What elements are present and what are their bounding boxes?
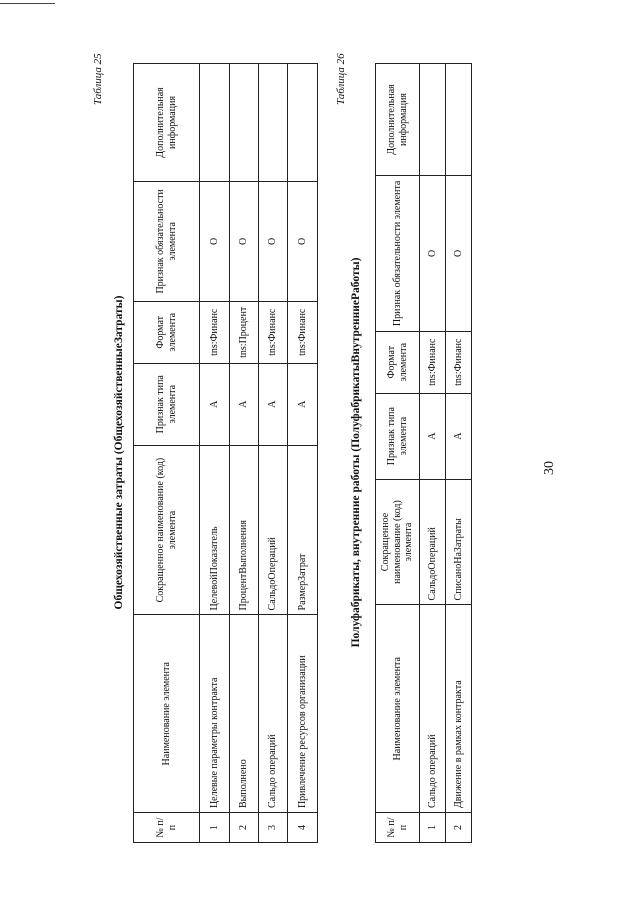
cell: Привлечение ресурсов организации: [288, 615, 318, 813]
cell: 3: [259, 813, 288, 843]
cell: [259, 64, 288, 182]
cell: [446, 64, 472, 176]
header-cell: Сокращенное наименование (код) элемента: [134, 445, 200, 615]
cell: РазмерЗатрат: [288, 445, 318, 615]
table-row: [420, 64, 446, 843]
header-cell: № п/п: [134, 813, 200, 843]
header-cell: Признак обязательности элемента: [134, 181, 200, 301]
header-cell: Формат элемента: [376, 331, 420, 393]
cell: 2: [446, 813, 472, 843]
header-cell: Признак обязательности элемента: [376, 175, 420, 331]
cell: А: [200, 363, 230, 445]
cell: ПроцентВыполнения: [230, 445, 259, 615]
cell: О: [288, 181, 318, 301]
cell: tns:Финанс: [259, 301, 288, 363]
cell: 4: [288, 813, 318, 843]
cell: Движение в рамках контракта: [446, 605, 472, 813]
header-cell: Наименование элемента: [134, 615, 200, 813]
table26-title: Полуфабрикаты, внутренние работы (ПолуфабрикатыВнутренниеРаботы): [350, 257, 362, 648]
table-header-row: [376, 64, 420, 843]
cell: tns:Финанс: [420, 331, 446, 393]
header-cell: Формат элемента: [134, 301, 200, 363]
cell: Сальдо операций: [259, 615, 288, 813]
header-cell: Признак типа элемента: [376, 393, 420, 479]
cell: tns:Финанс: [288, 301, 318, 363]
cell: tns:Финанс: [200, 301, 230, 363]
header-cell: Дополнительная информация: [134, 64, 200, 182]
cell: О: [230, 181, 259, 301]
cell: Сальдо операций: [420, 605, 446, 813]
table26-label: Таблица 26: [335, 53, 347, 105]
table25-label: Таблица 25: [92, 53, 104, 105]
cell: [230, 64, 259, 182]
cell: ЦелевойПоказатель: [200, 445, 230, 615]
table25-title: Общехозяйственные затраты (ОбщехозяйственныеЗатраты): [113, 295, 125, 610]
cell: [420, 64, 446, 176]
header-cell: Сокращенное наименование (код) элемента: [376, 479, 420, 605]
cell: [200, 64, 230, 182]
cell: [288, 64, 318, 182]
cell: О: [200, 181, 230, 301]
cell: Целевые параметры контракта: [200, 615, 230, 813]
cell: tns:Процент: [230, 301, 259, 363]
cell: 1: [420, 813, 446, 843]
cell: А: [259, 363, 288, 445]
table-row: [446, 64, 472, 843]
cell: О: [446, 175, 472, 331]
header-cell: Признак типа элемента: [134, 363, 200, 445]
table26: [375, 63, 472, 843]
cell: О: [420, 175, 446, 331]
table-row: [230, 64, 259, 843]
header-cell: Наименование элемента: [376, 605, 420, 813]
cell: А: [446, 393, 472, 479]
cell: tns:Финанс: [446, 331, 472, 393]
cell: СальдоОпераций: [420, 479, 446, 605]
page-number: 30: [542, 461, 557, 475]
cell: 2: [230, 813, 259, 843]
header-cell: Дополнительная информация: [376, 64, 420, 176]
table-row: [200, 64, 230, 843]
table-row: [259, 64, 288, 843]
cell: О: [259, 181, 288, 301]
table-header-row: [134, 64, 200, 843]
cell: СальдоОпераций: [259, 445, 288, 615]
cell: А: [230, 363, 259, 445]
cell: А: [420, 393, 446, 479]
cell: Выполнено: [230, 615, 259, 813]
table-row: [288, 64, 318, 843]
cell: СписаноНаЗатраты: [446, 479, 472, 605]
cell: 1: [200, 813, 230, 843]
table25: [133, 63, 318, 843]
header-cell: № п/п: [376, 813, 420, 843]
cell: А: [288, 363, 318, 445]
